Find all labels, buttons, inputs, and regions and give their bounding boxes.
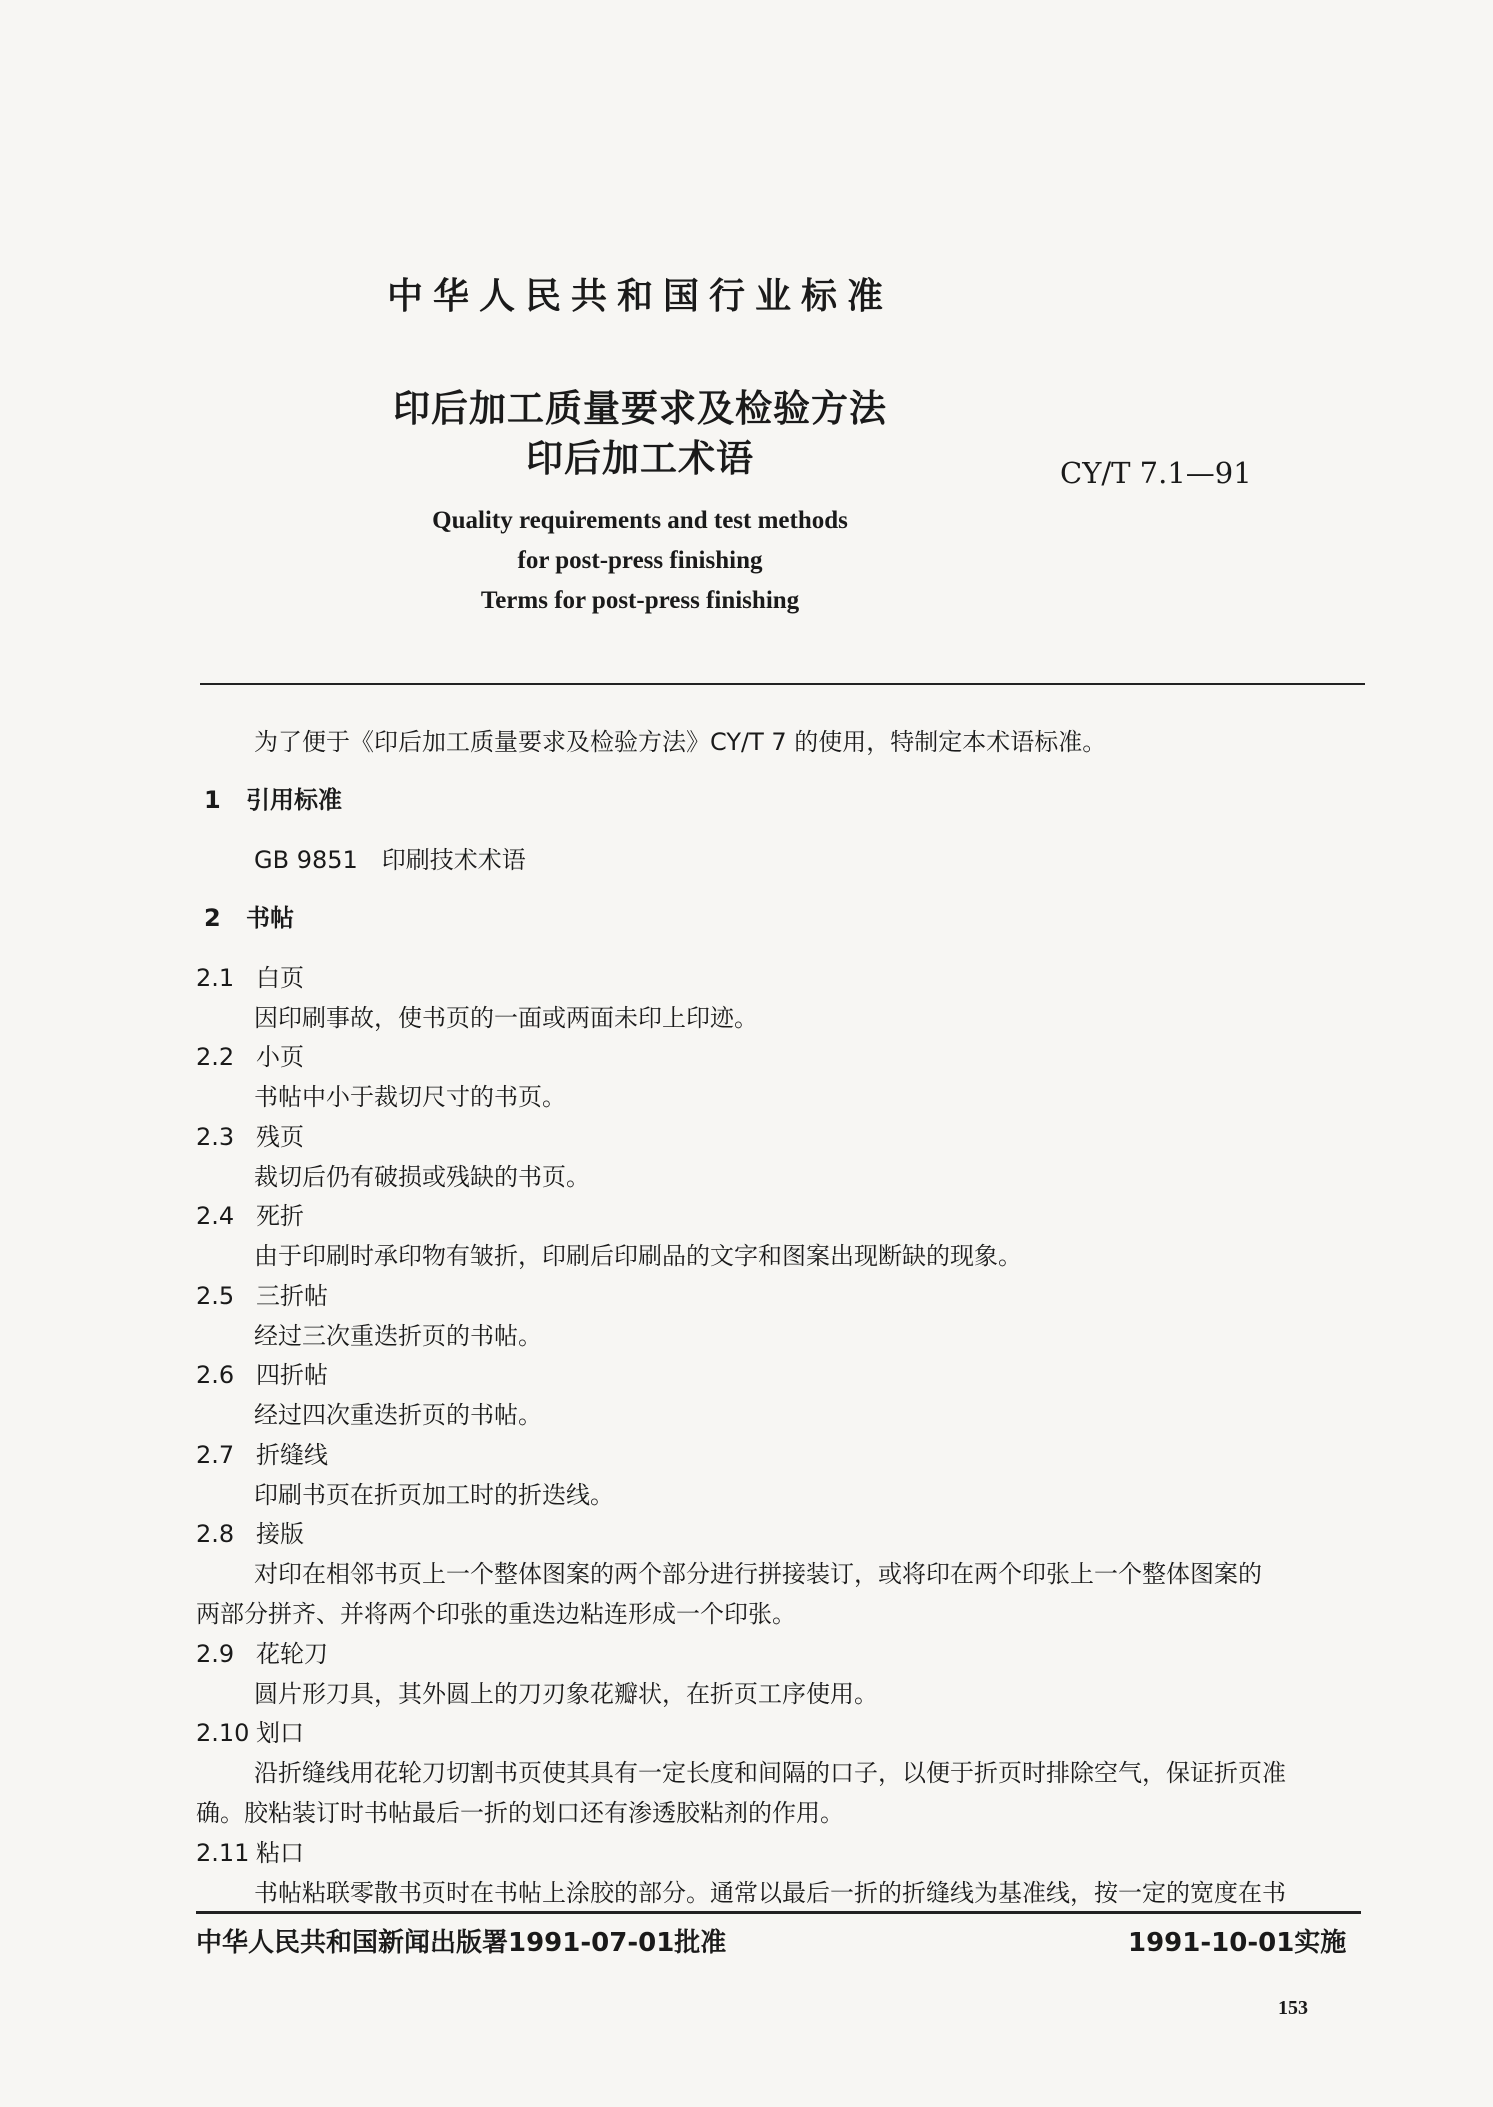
term-word: 死折: [256, 1202, 304, 1230]
term-heading: [196, 1355, 328, 1390]
term-number: 2.3: [196, 1123, 235, 1151]
term-word: 小页: [256, 1043, 304, 1071]
section-1-body: GB 9851 印刷技术术语: [254, 846, 526, 874]
term-word: 划口: [256, 1719, 304, 1747]
english-title-line-1: Quality requirements and test methods: [432, 507, 848, 534]
term-heading: [196, 1514, 304, 1549]
term-number: 2.9: [196, 1640, 235, 1668]
term-heading: [196, 1196, 304, 1231]
term-definition-line: 经过三次重迭折页的书帖。: [254, 1322, 542, 1350]
standard-category: 中华人民共和国行业标准: [386, 276, 893, 317]
term-number: 2.8: [196, 1520, 235, 1548]
term-definition-line: 确。胶粘装订时书帖最后一折的划口还有渗透胶粘剂的作用。: [196, 1799, 844, 1827]
term-definition-line: 两部分拼齐、并将两个印张的重迭边粘连形成一个印张。: [196, 1600, 796, 1628]
section-1-heading: 1 引用标准: [204, 786, 342, 814]
standard-code: CY/T 7.1—91: [1060, 456, 1252, 490]
term-definition-line: 书帖中小于裁切尺寸的书页。: [254, 1083, 566, 1111]
section-2-heading: 2 书帖: [204, 904, 294, 932]
document-subtitle: 印后加工术语: [526, 437, 754, 480]
term-definition-line: 书帖粘联零散书页时在书帖上涂胶的部分。通常以最后一折的折缝线为基准线，按一定的宽度在书: [254, 1879, 1286, 1907]
term-definition-line: 印刷书页在折页加工时的折迭线。: [254, 1481, 614, 1509]
term-number: 2.1: [196, 964, 235, 992]
intro-paragraph: 为了便于《印后加工质量要求及检验方法》CY/T 7 的使用，特制定本术语标准。: [254, 728, 1107, 756]
page-number: 153: [1278, 1997, 1308, 2019]
term-definition-line: 由于印刷时承印物有皱折，印刷后印刷品的文字和图案出现断缺的现象。: [254, 1242, 1022, 1270]
term-word: 残页: [256, 1123, 304, 1151]
term-number: 2.6: [196, 1361, 235, 1389]
document-title: 印后加工质量要求及检验方法: [393, 387, 887, 430]
term-number: 2.4: [196, 1202, 235, 1230]
term-heading: [196, 1634, 328, 1669]
effective-date: 1991-10-01实施: [1128, 1928, 1347, 1958]
footer-divider: [196, 1911, 1361, 1914]
term-heading: [196, 1117, 304, 1152]
term-heading: [196, 958, 304, 993]
term-number: 2.5: [196, 1282, 235, 1310]
term-heading: [196, 1833, 304, 1868]
approval-text: 中华人民共和国新闻出版署1991-07-01批准: [196, 1928, 727, 1958]
header-divider: [200, 683, 1365, 685]
term-word: 粘口: [256, 1839, 304, 1867]
term-number: 2.2: [196, 1043, 235, 1071]
term-number: 2.11: [196, 1839, 250, 1867]
term-word: 四折帖: [256, 1361, 328, 1389]
term-heading: [196, 1276, 328, 1311]
term-definition-line: 沿折缝线用花轮刀切割书页使其具有一定长度和间隔的口子，以便于折页时排除空气，保证折页准: [254, 1759, 1286, 1787]
term-word: 接版: [256, 1520, 304, 1548]
term-heading: [196, 1713, 304, 1748]
term-word: 白页: [256, 964, 304, 992]
english-title-line-2: for post-press finishing: [517, 547, 763, 574]
term-definition-line: 因印刷事故，使书页的一面或两面未印上印迹。: [254, 1004, 758, 1032]
term-definition-line: 经过四次重迭折页的书帖。: [254, 1401, 542, 1429]
term-heading: [196, 1435, 328, 1470]
term-word: 折缝线: [256, 1441, 328, 1469]
term-number: 2.7: [196, 1441, 235, 1469]
term-definition-line: 对印在相邻书页上一个整体图案的两个部分进行拼接装订，或将印在两个印张上一个整体图案的: [254, 1560, 1262, 1588]
term-number: 2.10: [196, 1719, 250, 1747]
term-word: 三折帖: [256, 1282, 328, 1310]
term-heading: [196, 1037, 304, 1072]
term-definition-line: 裁切后仍有破损或残缺的书页。: [254, 1163, 590, 1191]
term-word: 花轮刀: [256, 1640, 328, 1668]
term-definition-line: 圆片形刀具，其外圆上的刀刃象花瓣状，在折页工序使用。: [254, 1680, 878, 1708]
english-title-line-3: Terms for post-press finishing: [480, 587, 800, 614]
